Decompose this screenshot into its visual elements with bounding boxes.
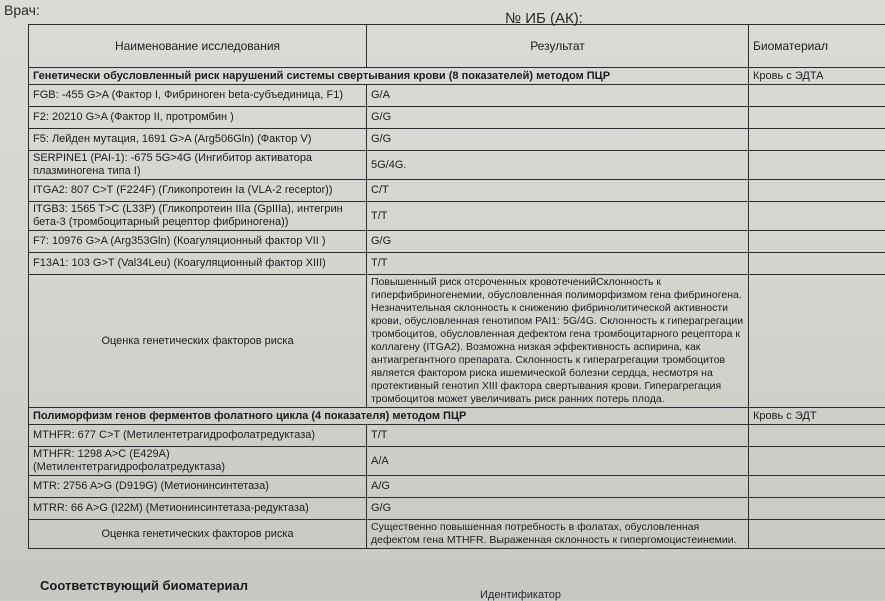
biomaterial-cell — [749, 85, 885, 107]
table-row — [29, 107, 885, 129]
test-result: G/A — [367, 85, 749, 107]
table-row — [29, 476, 885, 498]
ib-label: № ИБ (АК): — [505, 10, 583, 27]
test-name: F2: 20210 G>A (Фактор II, протромбин ) — [29, 107, 367, 129]
results-table — [28, 24, 885, 549]
table-row — [29, 151, 885, 180]
test-name: FGB: -455 G>A (Фактор I, Фибриноген beta-субъединица, F1) — [29, 85, 367, 107]
test-name: MTHFR: 677 C>T (Метилентетрагидрофолатредуктаза) — [29, 425, 367, 447]
table-row — [29, 202, 885, 231]
biomaterial-cell — [749, 253, 885, 275]
table-row — [29, 180, 885, 202]
assessment-text: Повышенный риск отсроченных кровотеченийСклонность к гиперфибриногенемии, обусловленная полиморфизмом гена фибриногена. Незначительная склонность к снижению фибринолитической активности крови, обусловленная генотипом PAI1: 5G/4G. Склонность к гиперагрегации тромбоцитов, обусловленная дефектом гена тромбоцитарного рецептора к коллагену (ITGA2). Возможна низкая эффективность аспирина, как антиагрегантного препарата. Склонность к гиперагрегации тромбоцитов является фактором риска ишемической болезни сердца, несмотря на протективный генотип XIII фактора свертывания крови. Гиперагрегация тромбоцитов может увеличивать риск ранних потерь плода. — [367, 275, 749, 408]
section-header-row — [29, 408, 885, 425]
table-header-row — [29, 25, 885, 68]
test-result: G/G — [367, 498, 749, 520]
test-result: G/G — [367, 231, 749, 253]
test-result: T/T — [367, 202, 749, 231]
table-row — [29, 231, 885, 253]
test-name: SERPINE1 (PAI-1): -675 5G>4G (Ингибитор активатора плазминогена типа I) — [29, 151, 367, 180]
table-row — [29, 425, 885, 447]
test-name: MTRR: 66 A>G (I22M) (Метионинсинтетаза-редуктаза) — [29, 498, 367, 520]
footer-identifier-label: Идентификатор — [480, 589, 561, 601]
column-header-result: Результат — [367, 25, 749, 68]
assessment-text: Существенно повышенная потребность в фолатах, обусловленная дефектом гена MTHFR. Выраженная склонность к гипергомоцистеинемии. — [367, 520, 749, 549]
column-header-biomaterial: Биоматериал — [749, 25, 885, 68]
section-title: Генетически обусловленный риск нарушений системы свертывания крови (8 показателей) методом ПЦР — [29, 68, 749, 85]
test-name: MTR: 2756 A>G (D919G) (Метионинсинтетаза) — [29, 476, 367, 498]
table-row — [29, 253, 885, 275]
table-row — [29, 129, 885, 151]
biomaterial-cell — [749, 498, 885, 520]
section-biomaterial: Кровь с ЭДТА — [749, 68, 885, 85]
biomaterial-cell — [749, 202, 885, 231]
biomaterial-cell — [749, 275, 885, 408]
test-name: F5: Лейден мутация, 1691 G>A (Arg506Gln) (Фактор V) — [29, 129, 367, 151]
assessment-label: Оценка генетических факторов риска — [29, 520, 367, 549]
biomaterial-cell — [749, 180, 885, 202]
footer-biomaterial-label: Соответствующий биоматериал — [40, 578, 248, 593]
assessment-row — [29, 275, 885, 408]
biomaterial-cell — [749, 129, 885, 151]
section-biomaterial: Кровь с ЭДТ — [749, 408, 885, 425]
column-header-name: Наименование исследования — [29, 25, 367, 68]
table-row — [29, 447, 885, 476]
doctor-label: Врач: — [4, 2, 40, 18]
test-name: ITGB3: 1565 T>C (L33P) (Гликопротеин IIIa (GpIIIa), интегрин бета-3 (тромбоцитарный рецептор фибриногена)) — [29, 202, 367, 231]
test-result: C/T — [367, 180, 749, 202]
table-row — [29, 85, 885, 107]
test-result: G/G — [367, 129, 749, 151]
biomaterial-cell — [749, 447, 885, 476]
section-header-row — [29, 68, 885, 85]
biomaterial-cell — [749, 520, 885, 549]
results-body — [29, 68, 885, 549]
biomaterial-cell — [749, 151, 885, 180]
test-name: ITGA2: 807 C>T (F224F) (Гликопротеин Ia (VLA-2 receptor)) — [29, 180, 367, 202]
section-title: Полиморфизм генов ферментов фолатного цикла (4 показателя) методом ПЦР — [29, 408, 749, 425]
biomaterial-cell — [749, 107, 885, 129]
test-name: MTHFR: 1298 A>C (E429A) (Метилентетрагидрофолатредуктаза) — [29, 447, 367, 476]
biomaterial-cell — [749, 476, 885, 498]
test-result: G/G — [367, 107, 749, 129]
test-result: T/T — [367, 425, 749, 447]
test-name: F7: 10976 G>A (Arg353Gln) (Коагуляционный фактор VII ) — [29, 231, 367, 253]
table-row — [29, 498, 885, 520]
assessment-row — [29, 520, 885, 549]
assessment-label: Оценка генетических факторов риска — [29, 275, 367, 408]
test-name: F13A1: 103 G>T (Val34Leu) (Коагуляционный фактор XIII) — [29, 253, 367, 275]
biomaterial-cell — [749, 231, 885, 253]
test-result: A/A — [367, 447, 749, 476]
test-result: T/T — [367, 253, 749, 275]
biomaterial-cell — [749, 425, 885, 447]
test-result: 5G/4G. — [367, 151, 749, 180]
test-result: A/G — [367, 476, 749, 498]
